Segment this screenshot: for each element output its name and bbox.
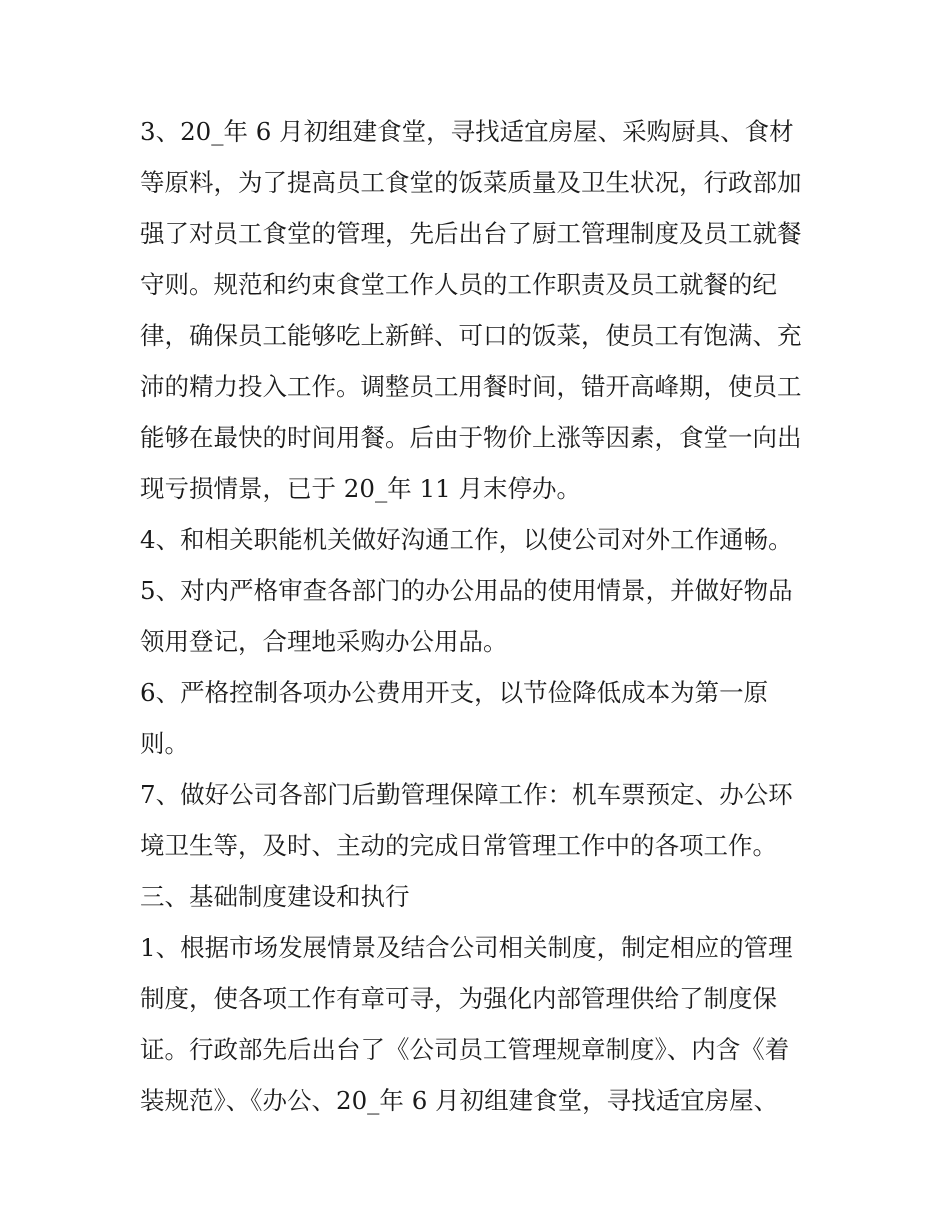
text-line: 6、严格控制各项办公费用开支，以节俭降低成本为第一原: [140, 678, 769, 707]
text-line: 4、和相关职能机关做好沟通工作，以使公司对外工作通畅。: [140, 525, 793, 554]
text-line: 证。行政部先后出台了《公司员工管理规章制度》、内含《着: [140, 1035, 790, 1064]
text-line: 现亏损情景，已于 20_年 11 月末停办。: [140, 474, 581, 503]
text-line: 1、根据市场发展情景及结合公司相关制度，制定相应的管理: [140, 933, 793, 962]
text-line: 制度，使各项工作有章可寻，为强化内部管理供给了制度保: [140, 984, 777, 1013]
text-line: 7、做好公司各部门后勤管理保障工作：机车票预定、办公环: [140, 780, 793, 809]
text-line: 守则。规范和约束食堂工作人员的工作职责及员工就餐的纪: [140, 270, 777, 299]
document-body: [140, 106, 820, 1126]
text-line: 律，确保员工能够吃上新鲜、可口的饭菜，使员工有饱满、充: [140, 321, 802, 350]
section-heading: 三、基础制度建设和执行: [140, 882, 410, 911]
text-line: 领用登记，合理地采购办公用品。: [140, 627, 508, 656]
text-line: 沛的精力投入工作。调整员工用餐时间，错开高峰期，使员工: [140, 372, 802, 401]
text-line: 则。: [140, 729, 189, 758]
text-line: 强了对员工食堂的管理，先后出台了厨工管理制度及员工就餐: [140, 219, 802, 248]
text-line: 能够在最快的时间用餐。后由于物价上涨等因素，食堂一向出: [140, 423, 802, 452]
text-line: 装规范》、《办公、20_年 6 月初组建食堂，寻找适宜房屋、: [140, 1086, 779, 1115]
text-line: 境卫生等，及时、主动的完成日常管理工作中的各项工作。: [140, 831, 777, 860]
text-line: 3、20_年 6 月初组建食堂，寻找适宜房屋、采购厨具、食材: [140, 117, 794, 146]
text-line: 5、对内严格审查各部门的办公用品的使用情景，并做好物品: [140, 576, 793, 605]
text-line: 等原料，为了提高员工食堂的饭菜质量及卫生状况，行政部加: [140, 168, 802, 197]
